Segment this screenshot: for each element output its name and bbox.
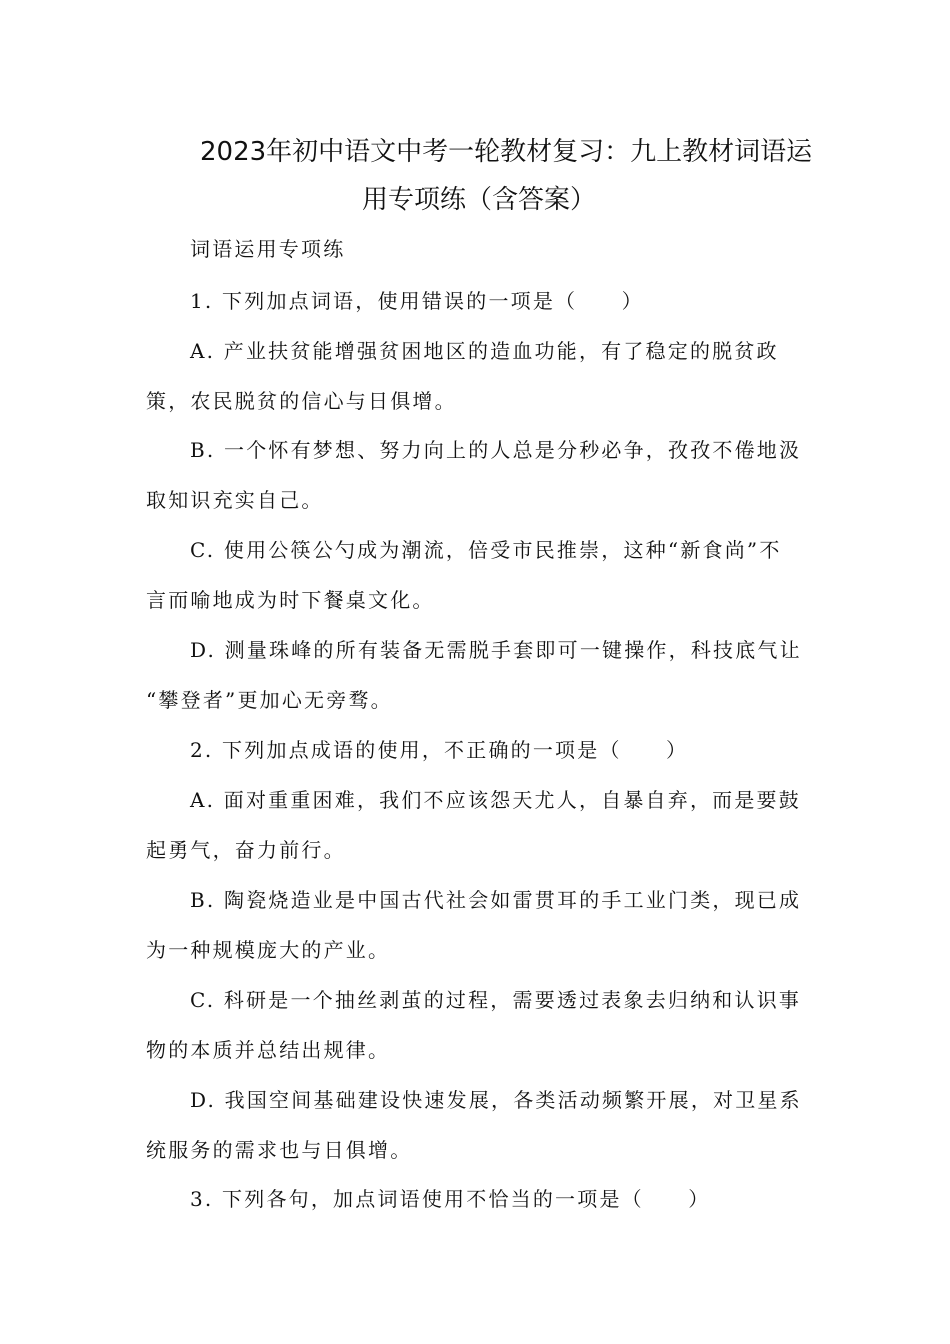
question-1-stem: 1. 下列加点词语，使用错误的一项是（ ） bbox=[190, 289, 644, 313]
question-1-option-c-line-2: 言而喻地成为时下餐桌文化。 bbox=[146, 588, 435, 612]
question-2-option-a-line-2: 起勇气，奋力前行。 bbox=[146, 838, 346, 862]
question-1-option-d-line-1: D. 测量珠峰的所有装备无需脱手套即可一键操作，科技底气让 bbox=[190, 638, 802, 662]
question-3-stem: 3. 下列各句，加点词语使用不恰当的一项是（ ） bbox=[190, 1187, 711, 1211]
question-2-option-a-line-1: A. 面对重重困难，我们不应该怨天尤人，自暴自弃，而是要鼓 bbox=[190, 788, 801, 812]
question-1-option-b-line-1: B. 一个怀有梦想、努力向上的人总是分秒必争，孜孜不倦地汲 bbox=[190, 438, 802, 462]
question-2-option-d-line-1: D. 我国空间基础建设快速发展，各类活动频繁开展，对卫星系 bbox=[190, 1088, 802, 1112]
question-1-option-a-line-1: A. 产业扶贫能增强贫困地区的造血功能，有了稳定的脱贫政 bbox=[190, 339, 779, 363]
question-1-option-c-line-1: C. 使用公筷公勺成为潮流，倍受市民推崇，这种“新食尚”不 bbox=[190, 538, 782, 562]
question-2-option-c-line-1: C. 科研是一个抽丝剥茧的过程，需要透过表象去归纳和认识事 bbox=[190, 988, 802, 1012]
question-1-option-b-line-2: 取知识充实自己。 bbox=[146, 488, 324, 512]
question-2-option-b-line-1: B. 陶瓷烧造业是中国古代社会如雷贯耳的手工业门类，现已成 bbox=[190, 888, 802, 912]
question-2-option-c-line-2: 物的本质并总结出规律。 bbox=[146, 1038, 391, 1062]
question-1-option-a-line-2: 策，农民脱贫的信心与日俱增。 bbox=[146, 389, 457, 413]
question-2-option-b-line-2: 为一种规模庞大的产业。 bbox=[146, 938, 391, 962]
question-2-stem: 2. 下列加点成语的使用，不正确的一项是（ ） bbox=[190, 738, 689, 762]
question-2-option-d-line-2: 统服务的需求也与日俱增。 bbox=[146, 1138, 413, 1162]
document-title-line-1: 2023年初中语文中考一轮教材复习：九上教材词语运 bbox=[200, 137, 813, 167]
section-heading: 词语运用专项练 bbox=[190, 237, 346, 261]
document-title-line-2: 用专项练（含答案） bbox=[362, 185, 597, 215]
question-1-option-d-line-2: “攀登者”更加心无旁骛。 bbox=[146, 688, 393, 712]
